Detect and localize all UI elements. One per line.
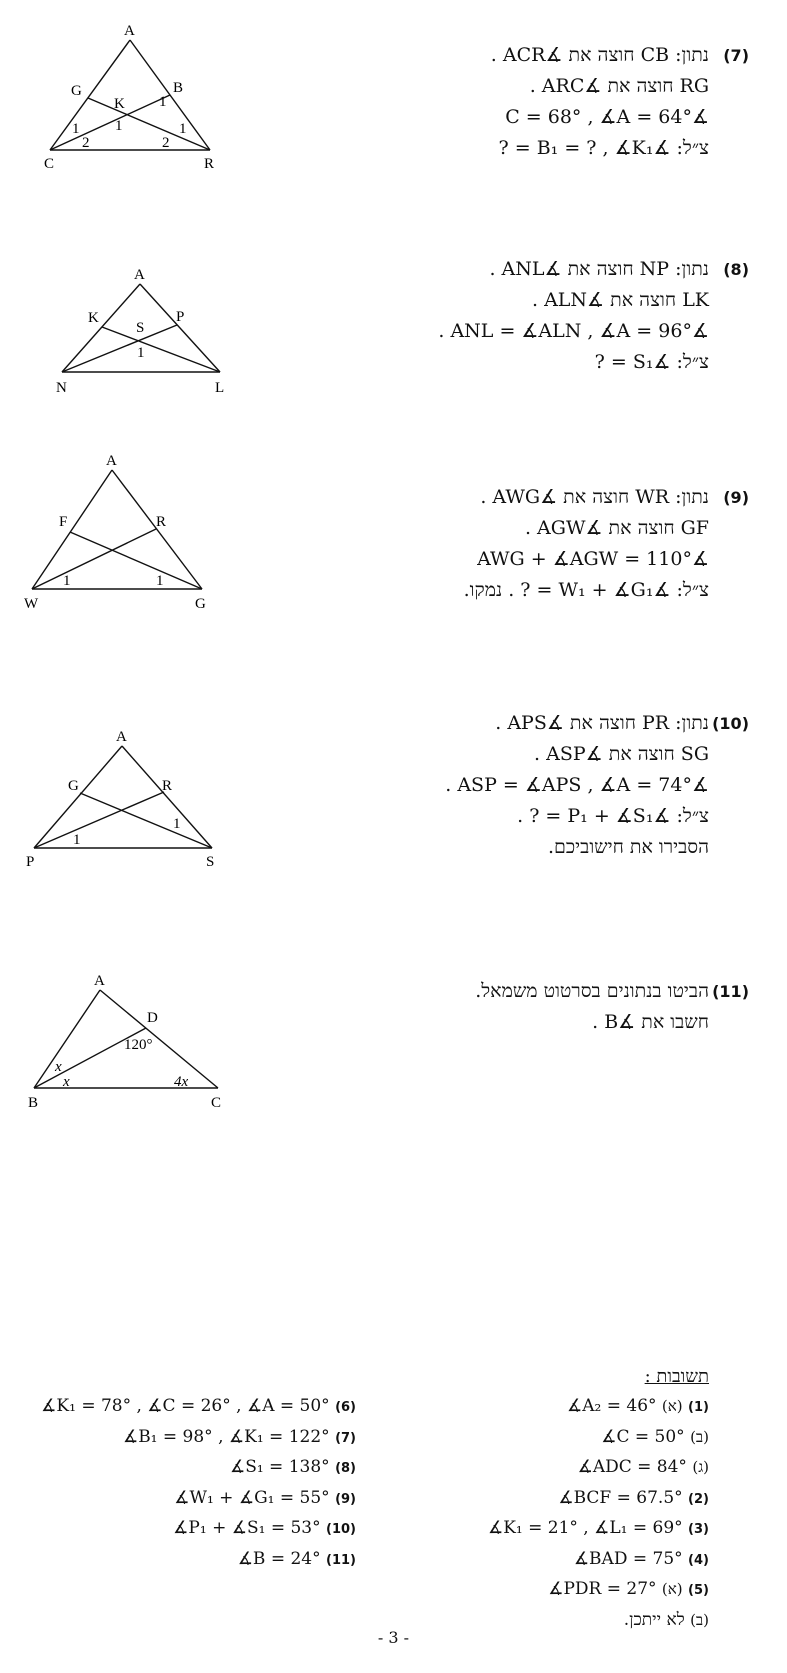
problem-line: הסבירו את חישוביכם.: [548, 836, 709, 858]
problem-line: RG חוצה את ∡ARC .: [529, 75, 709, 97]
problem-8: [438, 254, 749, 378]
answer-row: [488, 1484, 709, 1515]
problem-line: GF חוצה את ∡AGW .: [524, 517, 709, 539]
problem-number: (7): [723, 46, 749, 65]
answer-row: [40, 1453, 356, 1484]
answer-row: [40, 1423, 356, 1454]
answer-row: [40, 1514, 356, 1545]
problem-line: נתון: PR חוצה את ∡APS .: [495, 712, 709, 734]
angle-r1-label: 1: [179, 121, 187, 137]
answer-text: ∡S₁ = 138°: [229, 1457, 330, 1477]
answer-number: (9): [335, 1491, 356, 1507]
angle-s1-label: 1: [137, 345, 145, 361]
vertex-l-label: L: [215, 380, 225, 396]
vertex-g-label: G: [71, 83, 82, 99]
problem-number: (9): [723, 488, 749, 507]
problem-line: ∡AWG + ∡AGW = 110°: [477, 548, 709, 570]
answer-number: (4): [688, 1552, 709, 1568]
vertex-r-label: R: [204, 156, 215, 172]
answer-row: [40, 1545, 356, 1576]
answers-title: תשובות :: [644, 1366, 709, 1387]
vertex-k-label: K: [114, 96, 125, 112]
angle-x-lower-label: x: [63, 1074, 70, 1090]
vertex-c-label: C: [211, 1095, 222, 1111]
answers-right-column: [488, 1392, 709, 1636]
problem-line: נתון: WR חוצה את ∡AWG .: [480, 486, 709, 508]
answer-sub: (א): [661, 1397, 683, 1415]
problem-line: צ״ל: ∡S₁ = ?: [594, 351, 709, 373]
vertex-b-label: B: [173, 80, 184, 96]
answer-text: ∡PDR = 27°: [548, 1579, 657, 1599]
vertex-r-label: R: [162, 778, 173, 794]
answer-text: ∡B = 24°: [237, 1548, 321, 1569]
angle-c2-label: 2: [82, 135, 90, 151]
angle-c1-label: 1: [72, 121, 80, 137]
angle-120-label: 120°: [124, 1037, 153, 1053]
vertex-g-label: G: [68, 778, 79, 794]
answer-number: (2): [688, 1491, 709, 1507]
answer-text: ∡K₁ = 21° , ∡L₁ = 69°: [487, 1518, 683, 1538]
answer-number: (11): [326, 1552, 356, 1568]
problem-number: (11): [712, 982, 749, 1001]
problem-line: חשבו את ∡B .: [592, 1011, 709, 1033]
problem-line: נתון: NP חוצה את ∡ANL .: [489, 258, 709, 280]
answer-sub: (ב): [690, 1427, 709, 1446]
figure-11: [22, 960, 242, 1124]
angle-g1-label: 1: [156, 573, 164, 589]
answer-text: ∡P₁ + ∡S₁ = 53°: [173, 1518, 321, 1538]
vertex-b-label: B: [28, 1095, 39, 1111]
problem-number: (8): [723, 260, 749, 279]
answer-row: [488, 1392, 709, 1423]
problem-line: נתון: CB חוצה את ∡ACR .: [490, 44, 709, 66]
answer-text: לא ייתכן.: [623, 1609, 685, 1630]
answer-number: (1): [688, 1400, 709, 1415]
vertex-r-label: R: [156, 514, 167, 530]
answer-text: ∡BAD = 75°: [573, 1548, 683, 1569]
answer-text: ∡C = 50°: [601, 1426, 685, 1447]
answer-number: (10): [326, 1522, 356, 1537]
vertex-s-label: S: [206, 854, 215, 870]
angle-k1-label: 1: [115, 118, 123, 134]
angle-4x-label: 4x: [174, 1074, 189, 1090]
vertex-a-label: A: [106, 453, 117, 469]
vertex-p-label: P: [26, 854, 35, 870]
answers-left-column: [40, 1392, 356, 1575]
problem-line: הביטו בנתונים בסרטוט משמאל.: [475, 980, 709, 1002]
problem-9: [463, 482, 749, 606]
problem-line: ∡C = 68° , ∡A = 64°: [505, 106, 709, 128]
angle-s1-label: 1: [173, 816, 181, 832]
vertex-n-label: N: [56, 380, 67, 396]
vertex-p-label: P: [176, 309, 185, 325]
vertex-f-label: F: [59, 514, 68, 530]
answer-row: [488, 1575, 709, 1606]
problem-line: צ״ל: ∡W₁ + ∡G₁ = ? . נמקו.: [463, 579, 709, 601]
answer-text: ∡A₂ = 46°: [567, 1396, 657, 1416]
vertex-a-label: A: [94, 973, 105, 989]
answer-text: ∡K₁ = 78° , ∡C = 26° , ∡A = 50°: [41, 1396, 330, 1416]
answer-row: [488, 1545, 709, 1576]
vertex-a-label: A: [124, 23, 135, 39]
problem-11: [475, 976, 749, 1038]
problem-7: [490, 40, 749, 164]
vertex-s-label: S: [136, 320, 145, 336]
answer-row: [488, 1453, 709, 1484]
problem-line: צ״ל: ∡P₁ + ∡S₁ = ? .: [517, 805, 709, 827]
angle-w1-label: 1: [63, 573, 71, 589]
vertex-k-label: K: [88, 310, 99, 326]
answer-text: ∡W₁ + ∡G₁ = 55°: [174, 1487, 330, 1508]
vertex-a-label: A: [116, 729, 127, 745]
vertex-c-label: C: [44, 156, 55, 172]
problem-line: ∡ANL = ∡ALN , ∡A = 96° .: [438, 320, 709, 342]
answer-row: [40, 1484, 356, 1515]
problem-line: ∡ASP = ∡APS , ∡A = 74° .: [445, 774, 709, 796]
angle-r2-label: 2: [162, 135, 170, 151]
problem-line: צ״ל: ∡B₁ = ? , ∡K₁ = ?: [498, 137, 709, 159]
answer-number: (5): [688, 1583, 709, 1598]
answer-text: ∡B₁ = 98° , ∡K₁ = 122°: [122, 1426, 330, 1447]
answer-row: [40, 1392, 356, 1423]
answer-sub: (ג): [692, 1458, 709, 1476]
vertex-g-label: G: [195, 596, 206, 612]
answer-number: (8): [335, 1461, 356, 1476]
answer-text: ∡ADC = 84°: [577, 1457, 687, 1477]
vertex-w-label: W: [24, 596, 39, 612]
page-number: - 3 -: [377, 1628, 410, 1647]
answer-text: ∡BCF = 67.5°: [558, 1487, 683, 1508]
angle-x-upper-label: x: [55, 1059, 62, 1075]
vertex-a-label: A: [134, 267, 145, 283]
problem-number: (10): [712, 714, 749, 733]
answer-number: (6): [335, 1400, 356, 1415]
problem-line: LK חוצה את ∡ALN .: [531, 289, 709, 311]
answer-number: (7): [335, 1430, 356, 1446]
answer-row: [488, 1423, 709, 1454]
figure-10: [20, 716, 240, 880]
problem-10: [445, 708, 749, 863]
angle-p1-label: 1: [73, 832, 81, 848]
answer-sub: (ב): [690, 1610, 709, 1629]
figure-7: [30, 20, 250, 184]
answer-sub: (א): [661, 1580, 683, 1598]
answer-number: (3): [688, 1522, 709, 1537]
problem-line: SG חוצה את ∡ASP .: [534, 743, 709, 765]
answer-row: [488, 1514, 709, 1545]
figure-9: [18, 452, 238, 626]
vertex-d-label: D: [147, 1010, 158, 1026]
angle-b1-label: 1: [159, 94, 167, 110]
figure-8: [40, 262, 250, 406]
